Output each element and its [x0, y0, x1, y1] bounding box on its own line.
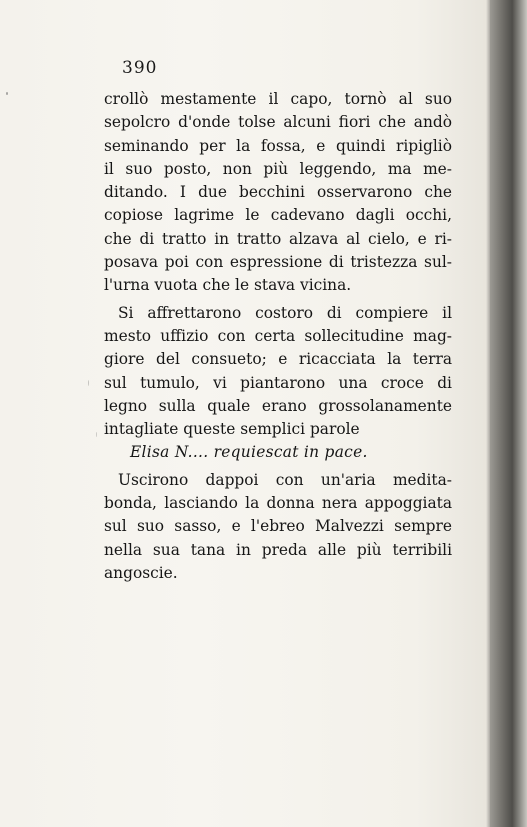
paragraph-3: [104, 469, 452, 585]
text-line: posava poi con espressione di tristezza sul-: [104, 253, 452, 272]
epitaph-inscription: Elisa N.... requiescat in pace.: [130, 443, 368, 462]
text-line: copiose lagrime le cadevano dagli occhi,: [104, 206, 452, 225]
text-line: seminando per la fossa, e quindi ripigliò: [104, 136, 452, 155]
paper-speck: [6, 92, 8, 95]
text-line: intagliate queste semplici parole: [104, 420, 360, 439]
text-line: sul tumulo, vi piantarono una croce di: [104, 373, 452, 392]
body-text: [104, 88, 452, 585]
text-line: giore del consueto; e ricacciata la terra: [104, 350, 452, 369]
text-line: Uscirono dappoi con un'aria medita-: [118, 470, 452, 489]
text-line: angoscie.: [104, 563, 178, 582]
text-line: sul suo sasso, e l'ebreo Malvezzi sempre: [104, 517, 452, 536]
paper-speck: [96, 432, 97, 437]
book-binding: [490, 0, 527, 827]
text-line: ditando. I due becchini osservarono che: [104, 183, 452, 202]
paragraph-1: [104, 88, 452, 298]
text-line: crollò mestamente il capo, tornò al suo: [104, 90, 452, 108]
page-number: 390: [122, 58, 158, 78]
text-line: nella sua tana in preda alle più terribili: [104, 540, 452, 559]
text-line: che di tratto in tratto alzava al cielo, e ri-: [104, 229, 452, 248]
text-line: bonda, lasciando la donna nera appoggiata: [104, 494, 452, 513]
text-line: il suo posto, non più leggendo, ma me-: [104, 159, 452, 178]
text-line: mesto uffizio con certa sollecitudine mag-: [104, 326, 452, 345]
text-line: l'urna vuota che le stava vicina.: [104, 276, 352, 295]
paragraph-2: [104, 302, 452, 442]
text-line: legno sulla quale erano grossolanamente: [104, 396, 452, 415]
paper-speck: [88, 380, 89, 386]
text-line: sepolcro d'onde tolse alcuni fiori che andò: [104, 113, 452, 132]
text-line: Si affrettarono costoro di compiere il: [118, 303, 452, 322]
